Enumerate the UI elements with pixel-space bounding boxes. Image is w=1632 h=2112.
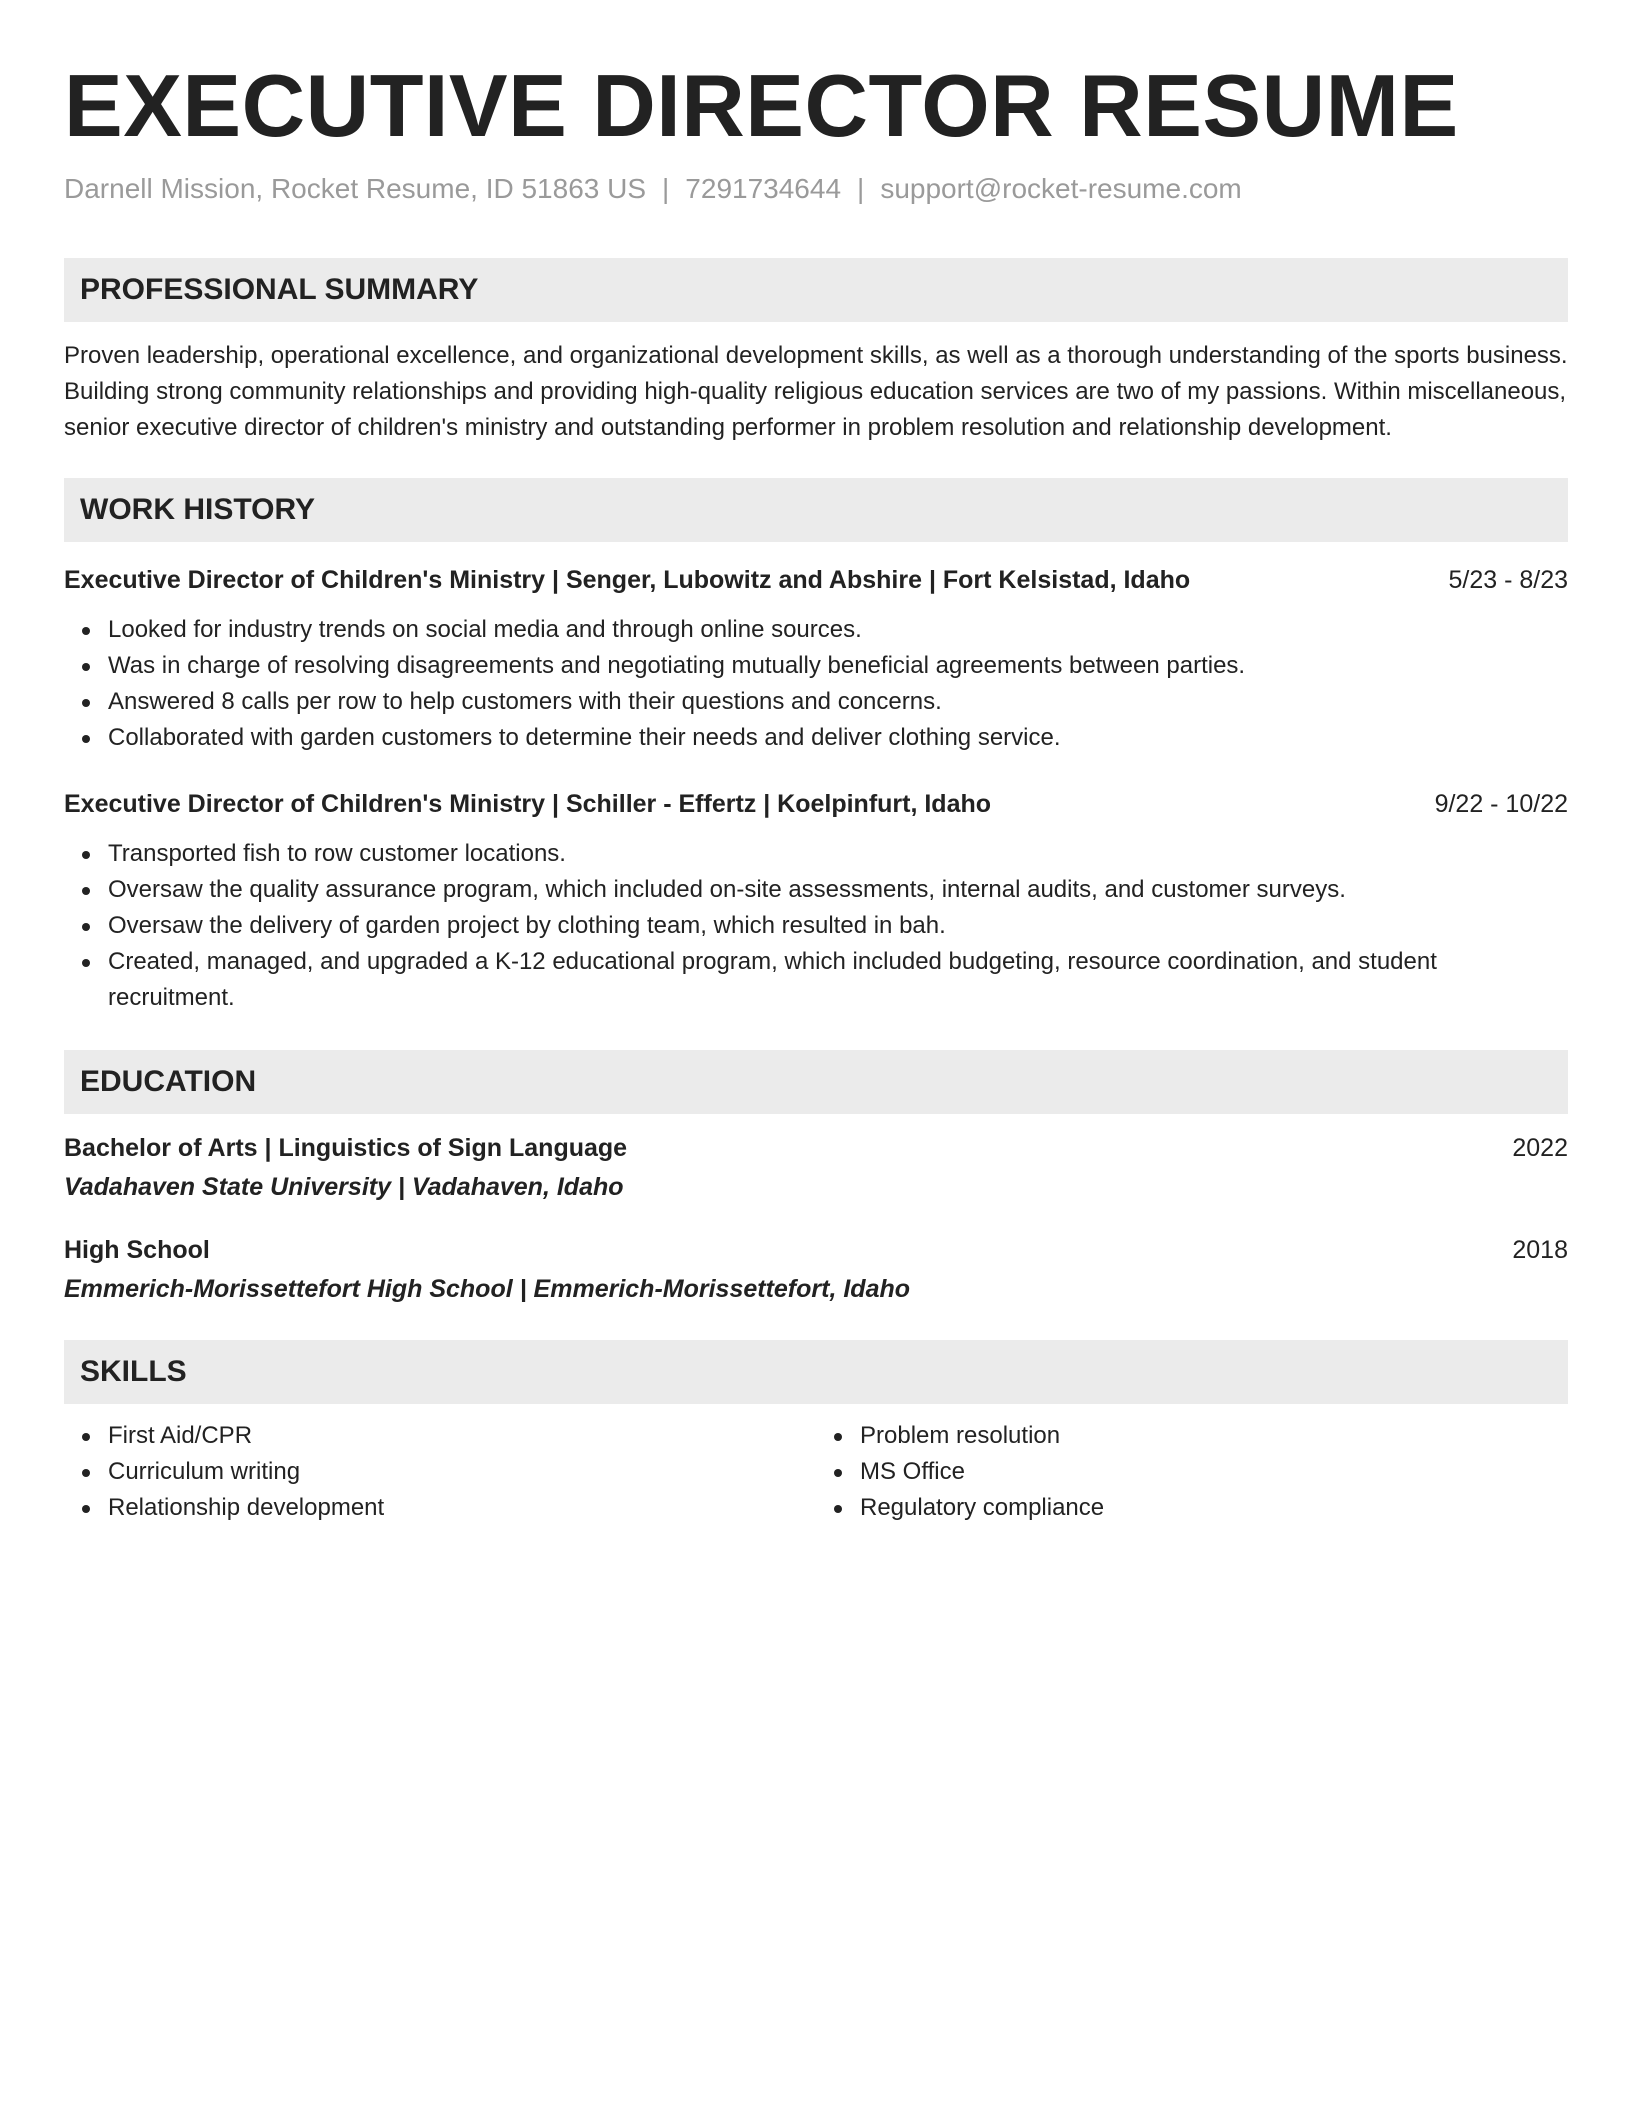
section-header-work-history: WORK HISTORY [64,478,1568,542]
section-header-summary: PROFESSIONAL SUMMARY [64,258,1568,322]
job-bullet: Transported fish to row customer locations. [108,836,1568,872]
job-bullet: Created, managed, and upgraded a K-12 educational program, which included budgeting, resource coordination, and student recruitment. [108,944,1568,1016]
education-degree: High School [64,1236,210,1264]
education-school: Emmerich-Morissettefort High School | Emmerich-Morissettefort, Idaho [64,1275,911,1303]
skill-item: Curriculum writing [108,1454,816,1490]
education-year: 2018 [1512,1236,1568,1264]
education-degree: Bachelor of Arts | Linguistics of Sign Language [64,1134,628,1162]
skill-item: MS Office [860,1454,1568,1490]
resume-title: EXECUTIVE DIRECTOR RESUME [64,56,1459,155]
summary-text: Proven leadership, operational excellence, and organizational development skills, as well as a thorough understanding of the sports business. Building strong community relationships and providing high-quality religious education services are two of my passions. Within miscellaneous, senior executive director of children's ministry and outstanding performer in problem resolution and relationship development. [64,342,1568,441]
skill-item: Relationship development [108,1490,816,1526]
job-dates: 9/22 - 10/22 [1434,790,1568,818]
skills-column-left [64,1418,816,1526]
job-bullets [64,836,1568,1016]
job-title-line: Executive Director of Children's Ministry | Senger, Lubowitz and Abshire | Fort Kelsistad, Idaho [64,566,1191,594]
job-header [64,786,1568,822]
education-header [64,1232,1568,1268]
job-header [64,562,1568,598]
skill-item: Regulatory compliance [860,1490,1568,1526]
education-school: Vadahaven State University | Vadahaven, Idaho [64,1173,624,1201]
job-entry [64,562,1568,756]
contact-line [64,170,1568,208]
section-header-skills: SKILLS [64,1340,1568,1404]
education-year: 2022 [1512,1134,1568,1162]
job-bullet: Looked for industry trends on social media and through online sources. [108,612,1568,648]
skills-grid [64,1418,1568,1526]
section-header-education: EDUCATION [64,1050,1568,1114]
job-bullets [64,612,1568,756]
education-entry [64,1130,1568,1206]
job-bullet: Oversaw the delivery of garden project by clothing team, which resulted in bah. [108,908,1568,944]
contact-phone: 7291734644 [685,173,842,204]
job-bullet: Oversaw the quality assurance program, which included on-site assessments, internal audits, and customer surveys. [108,872,1568,908]
education-entry [64,1232,1568,1308]
contact-separator: | [857,173,865,204]
job-entry [64,786,1568,1016]
skills-column-right [816,1418,1568,1526]
job-bullet: Was in charge of resolving disagreements and negotiating mutually beneficial agreements between parties. [108,648,1568,684]
contact-address: Darnell Mission, Rocket Resume, ID 51863 US [64,173,647,204]
job-title-line: Executive Director of Children's Ministry | Schiller - Effertz | Koelpinfurt, Idaho [64,790,992,818]
contact-email: support@rocket-resume.com [880,173,1242,204]
job-bullet: Collaborated with garden customers to determine their needs and deliver clothing service. [108,720,1568,756]
skill-item: First Aid/CPR [108,1418,816,1454]
job-bullet: Answered 8 calls per row to help customers with their questions and concerns. [108,684,1568,720]
job-dates: 5/23 - 8/23 [1448,566,1568,594]
education-header [64,1130,1568,1166]
contact-separator: | [662,173,670,204]
skill-item: Problem resolution [860,1418,1568,1454]
